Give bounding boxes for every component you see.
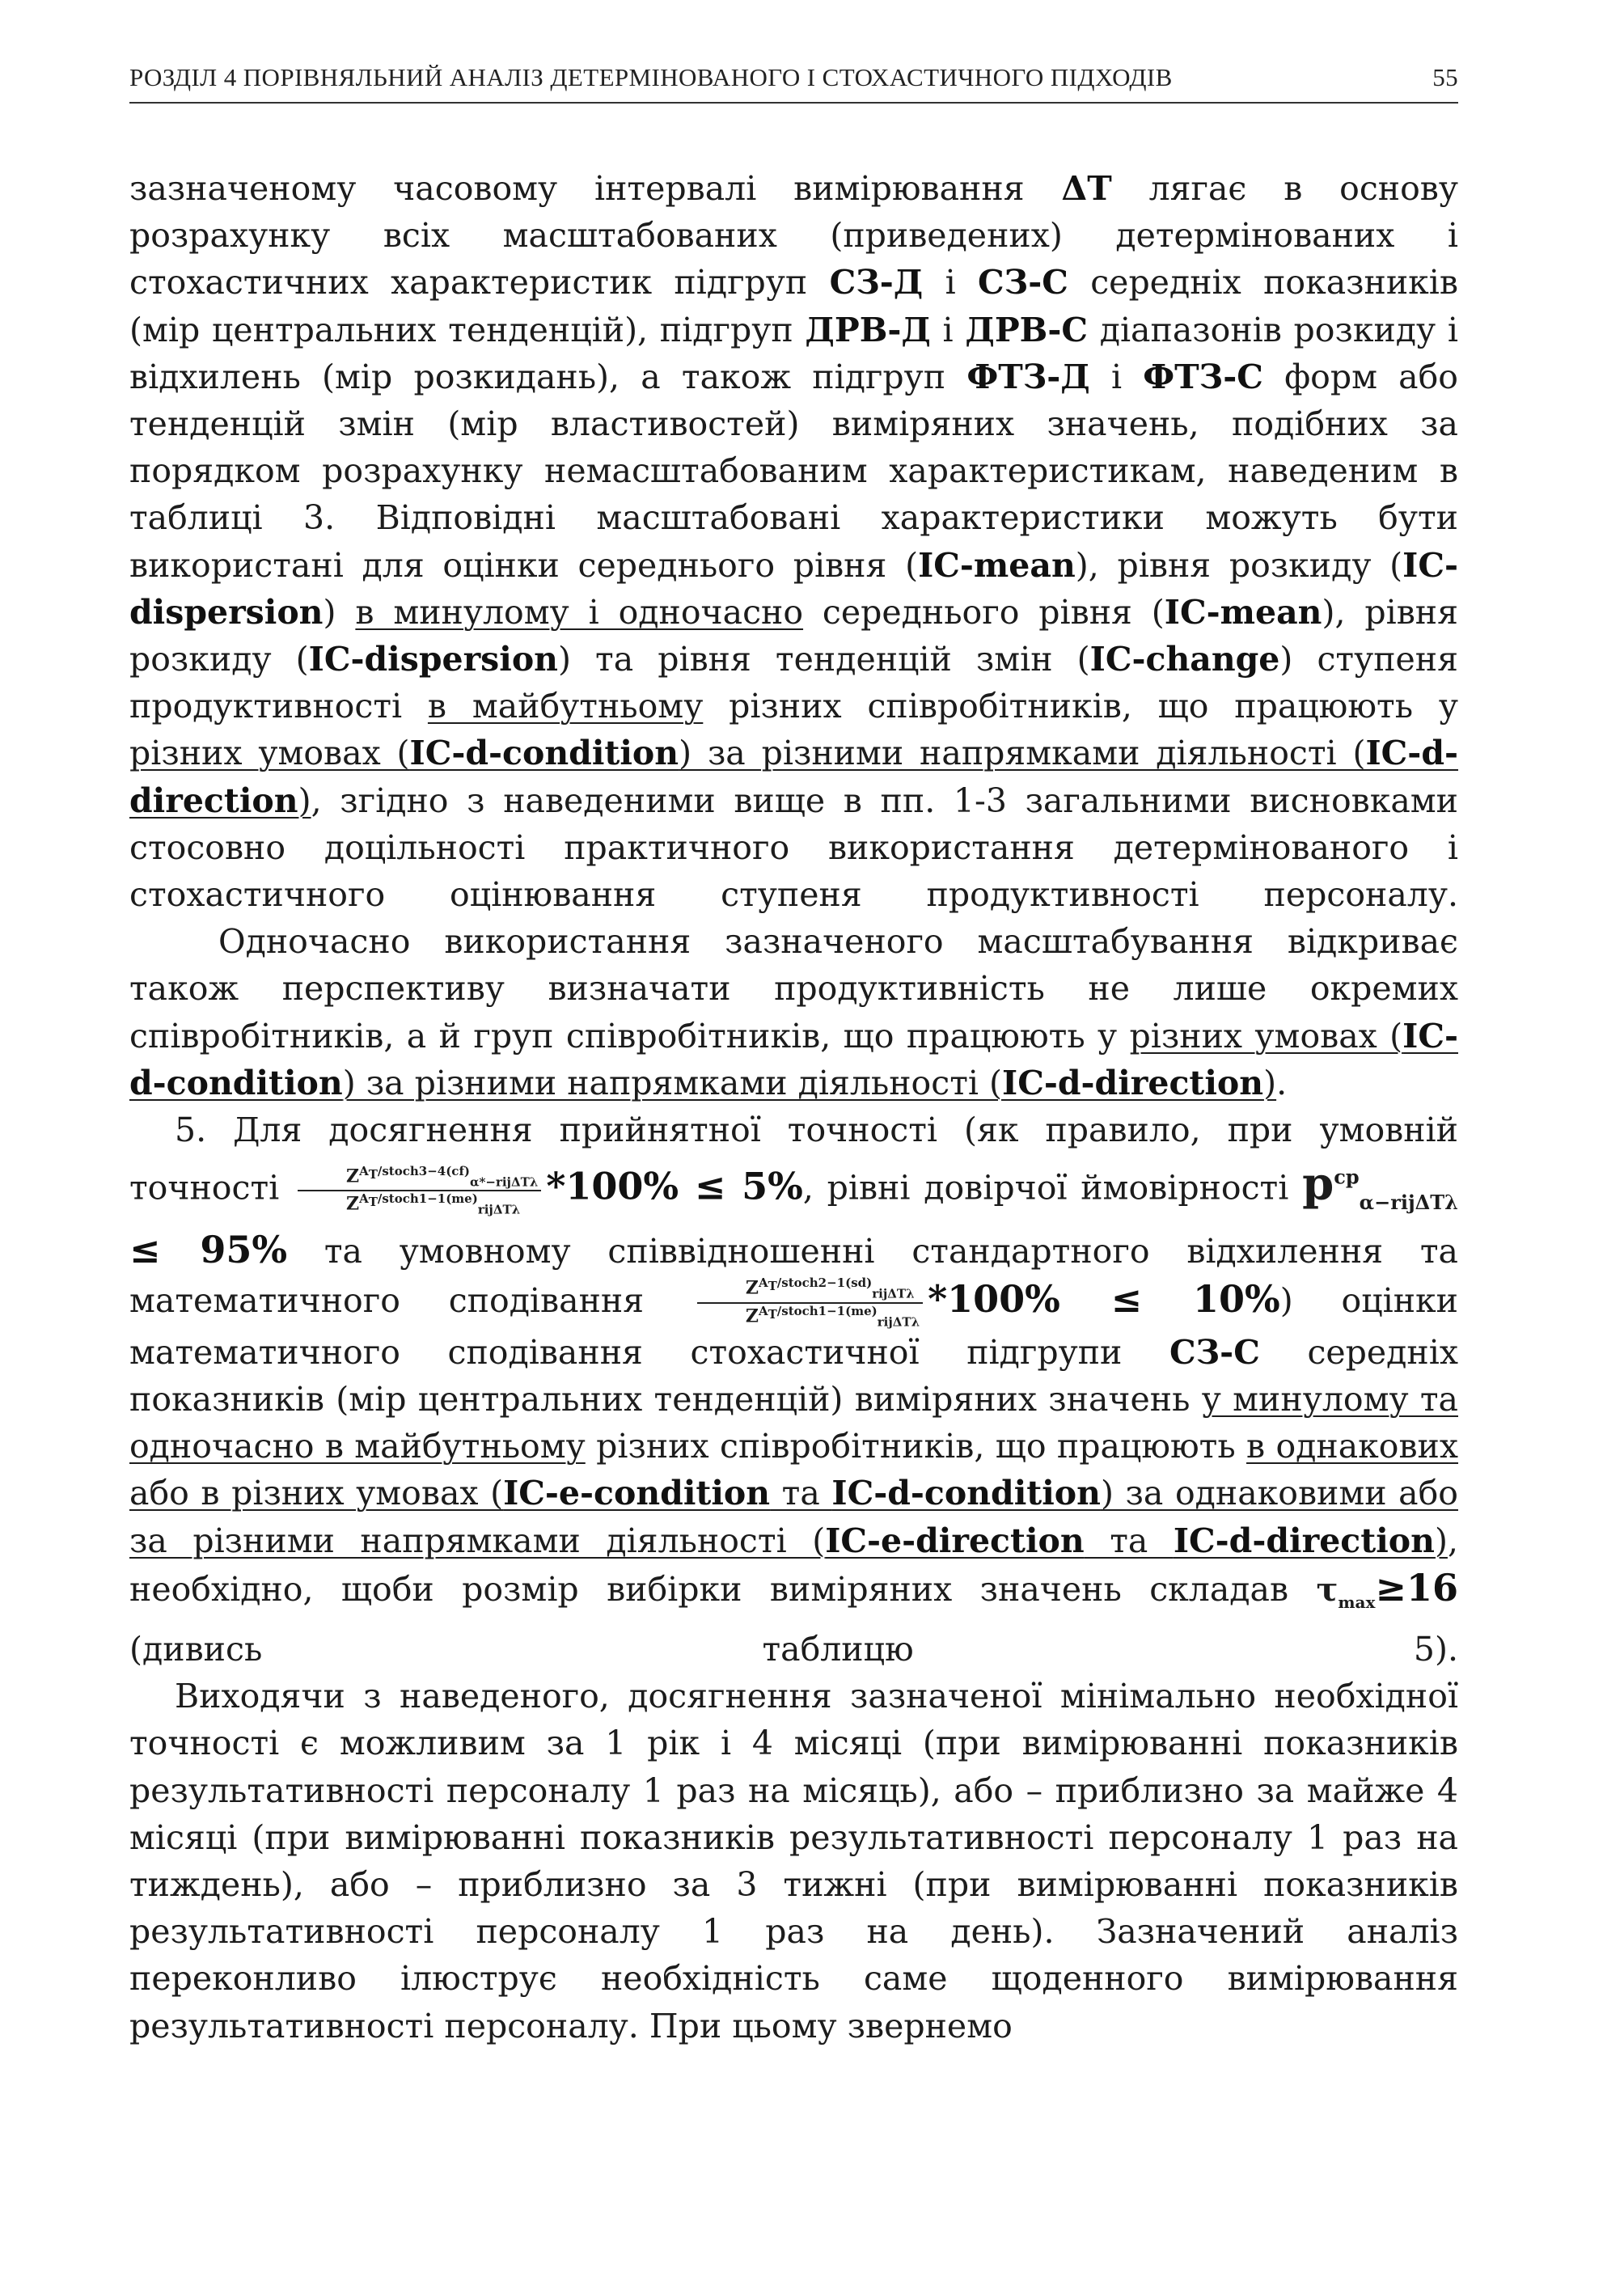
paragraph-2: Одночасно використання зазначеного масштабування відкриває також перспективу визначати продуктивність не лише окремих співробітників, а й груп співробітників, що працюють у різних умовах (IC-d-condition) за різними напрямками діяльності (IC-d-direction). (129, 922, 1458, 1102)
header-rule (129, 102, 1458, 104)
formula-sd-mean-ratio: $\frac{Z^{A_T/stoch2-1(sd)}_{rij\Delta T\lambda}}{Z^{A_T/stoch1-1(me)}_{rij\Delta T\lambda}}$ (697, 1277, 923, 1328)
paragraph-4: Виходячи з наведеного, досягнення зазначеної мінімально необхідної точності є можливим за 1 рік і 4 місяці (при вимірюванні показників результативності персоналу 1 раз на місяць), або – приблизно за майже 4 місяці (при вимірюванні показників результативності персоналу 1 раз на тиждень), або – приблизно за 3 тижні (при вимірюванні показників результативності персоналу 1 раз на день). Зазначений аналіз переконливо ілюструє необхідність саме щоденного вимірювання результативності персоналу. При цьому звернемо (129, 1677, 1458, 2046)
page-number: 55 (1432, 63, 1458, 91)
paragraph-1: зазначеному часовому інтервалі вимірювання ΔT лягає в основу розрахунку всіх масштабованих (приведених) детермінованих і стохастичних характеристик підгруп СЗ-Д і СЗ-С середніх показників (мір центральних тенденцій), підгруп ДРВ-Д і ДРВ-С діапазонів розкиду і відхилень (мір розкидань), а також підгруп ФТЗ-Д і ФТЗ-С форм або тенденцій змін (мір властивостей) виміряних значень, подібних за порядком розрахунку немасштабованим характеристикам, наведеним в таблиці 3. Відповідні масштабовані характеристики можуть бути використані для оцінки середнього рівня (IC-mean), рівня розкиду (IC-dispersion) в минулому і одночасно середнього рівня (IC-mean), рівня розкиду (IC-dispersion) та рівня тенденцій змін (IC-change) ступеня продуктивності в майбутньому різних співробітників, що працюють у різних умовах (IC-d-condition) за різними напрямками діяльності (IC-d-direction), згідно з наведеними вище в пп. 1-3 загальними висновками стосовно доцільності практичного використання детермінованого і стохастичного оцінювання ступеня продуктивності персоналу. (129, 169, 1459, 915)
body-text (129, 165, 1458, 2050)
running-title: РОЗДІЛ 4 ПОРІВНЯЛЬНИЙ АНАЛІЗ ДЕТЕРМІНОВАНОГО І СТОХАСТИЧНОГО ПІДХОДІВ (129, 63, 1173, 91)
formula-sample-size: $\tau_{max}$ (1316, 1570, 1376, 1612)
paragraph-3: 5. Для досягнення прийнятної точності (як правило, при умовній точності $\frac{Z^{A_T/stoch3-4(cf)}_{\alpha*-rij\Delta T\lambda}}{Z^{A_T/stoch1-1(me)}_{rij\Delta T\lambda}}$ *100% ≤ 5%, рівні довірчої ймовірності $p^{cp}_{\alpha-rij\Delta T\lambda} \le 95\%$ та умовному співвідношенні стандартного відхилення та математичного сподівання $\frac{Z^{A_T/stoch2-1(sd)}_{rij\Delta T\lambda}}{Z^{A_T/stoch1-1(me)}_{rij\Delta T\lambda}}$ *100% ≤ 10%) оцінки математичного сподівання стохастичної підгрупи СЗ-С середніх показників (мір центральних тенденцій) виміряних значень у минулому та одночасно в майбутньому різних співробітників, що працюють в однакових або в різних умовах (IC-e-condition та IC-d-condition) за однаковими або за різними напрямками діяльності (IC-e-direction та IC-d-direction), необхідно, щоби розмір вибірки виміряних значень складав $\tau_{max}\ge 16$ (дивись таблицю 5). (129, 1111, 1459, 1669)
running-header (129, 63, 1458, 92)
formula-confidence-level: $p^{cp}_{\alpha-rij\Delta T\lambda}$ (1302, 1157, 1458, 1215)
formula-precision-ratio: $\frac{Z^{A_T/stoch3-4(cf)}_{\alpha*-rij\Delta T\lambda}}{Z^{A_T/stoch1-1(me)}_{rij\Delta T\lambda}}$ (298, 1166, 541, 1216)
